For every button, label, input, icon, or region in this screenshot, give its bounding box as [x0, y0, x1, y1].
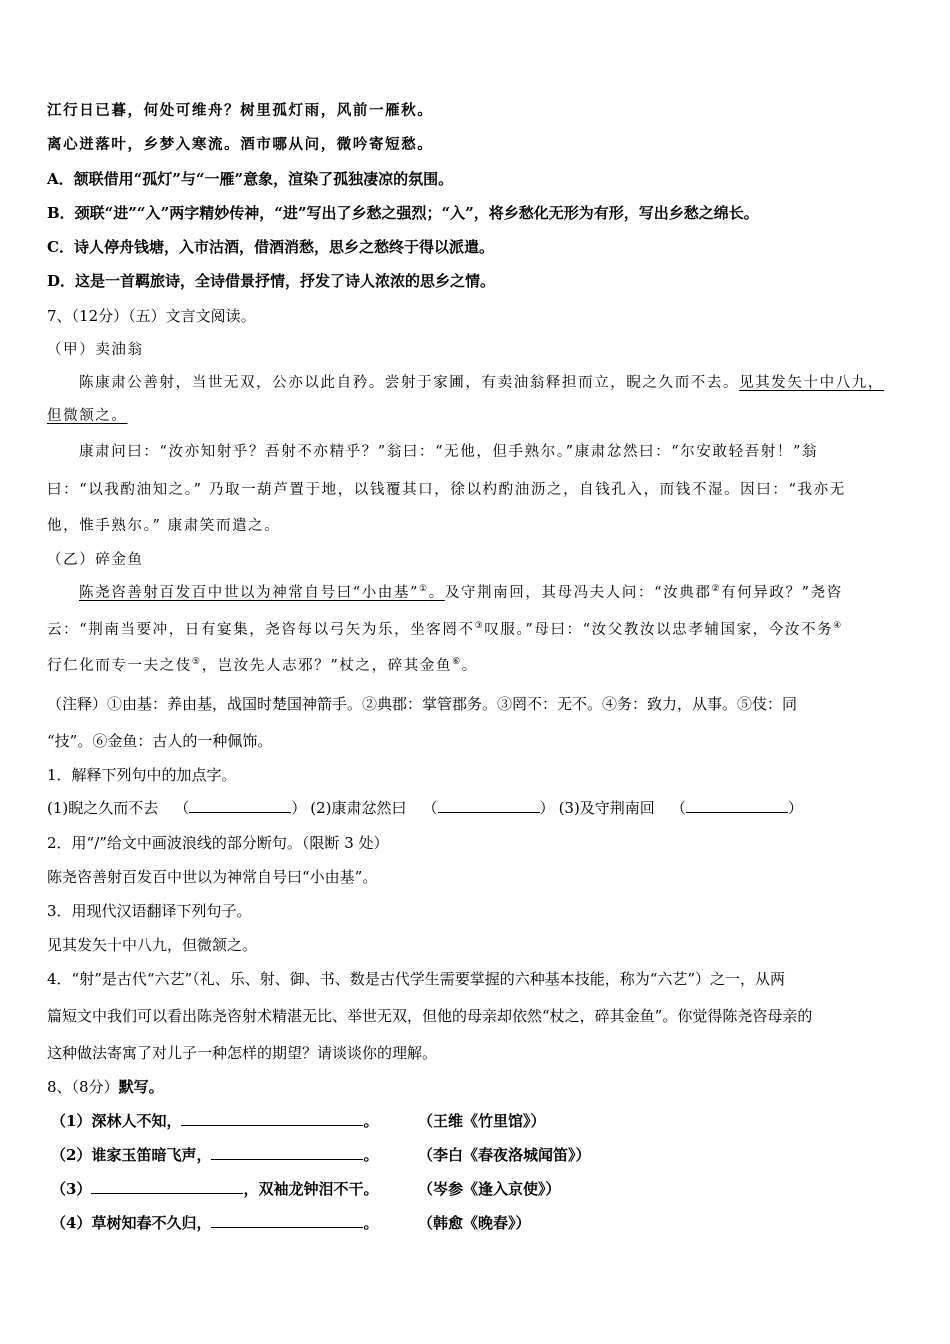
wavy-underlined-text: 陈尧咨善射百发百中世以为神常自号曰“小由基”①。: [79, 584, 445, 601]
sub-question-3-text: 见其发矢十中八九，但微颔之。: [47, 936, 258, 954]
answer-blank[interactable]: [189, 798, 291, 813]
dictation-item-3: （3） ，双袖龙钟泪不干。: [51, 1180, 379, 1198]
dictation-source-1: （王维《竹里馆》）: [418, 1112, 546, 1130]
passage-jia-title: （甲）卖油翁: [47, 342, 144, 358]
answer-blank[interactable]: [211, 1145, 363, 1160]
dictation-item-2: （2）谁家玉笛暗飞声， 。: [51, 1146, 379, 1164]
answer-blank[interactable]: [686, 798, 788, 813]
annotation-line-1: （注释）①由基：养由基，战国时楚国神箭手。②典郡：掌管郡务。③罔不：无不。④务：致力，从事。⑤伎：同: [47, 695, 798, 713]
answer-blank[interactable]: [438, 798, 540, 813]
passage-yi-line-2: 云：“荆南当要冲，日有宴集，尧咨每以弓矢为乐，坐客罔不③叹服。”母曰：“汝父教汝以忠孝辅国家，今汝不务④: [47, 621, 843, 638]
option-a: A．颔联借用“孤灯”与“一雁”意象，渲染了孤独凄凉的氛围。: [47, 170, 454, 188]
passage-jia-line-1: [79, 373, 884, 393]
dictation-source-4: （韩愈《晚春》）: [418, 1214, 531, 1232]
sub-question-2-text: 陈尧咨善射百发百中世以为神常自号曰“小由基”。: [47, 868, 378, 886]
passage-text: 陈康肃公善射，当世无双，公亦以此自矜。尝射于家圃，有卖油翁释担而立，睨之久而不去。: [79, 375, 740, 391]
passage-jia-line-5: 他，惟手熟尔。” 康肃笑而遣之。: [47, 518, 281, 534]
passage-yi-line-1: 陈尧咨善射百发百中世以为神常自号曰“小由基”①。及守荆南回，其母冯夫人问：“汝典郡②有何异政？”尧咨: [79, 584, 843, 601]
sub-question-4-line-3: 这种做法寄寓了对儿子一种怎样的期望？请谈谈你的理解。: [47, 1044, 438, 1062]
poem-line-2: 离心迸落叶，乡梦入寒流。酒市哪从问，微吟寄短愁。: [47, 136, 434, 153]
dictation-source-3: （岑参《逢入京使》）: [418, 1180, 561, 1198]
sub-question-3: 3．用现代汉语翻译下列句子。: [47, 902, 252, 920]
option-b: B．颈联“进”“入”两字精妙传神，“进”写出了乡愁之强烈；“入”，将乡愁化无形为有形，写出乡愁之绵长。: [47, 204, 759, 222]
question-7-header: 7、（12分）（五）文言文阅读。: [47, 307, 256, 325]
dictation-item-1: （1）深林人不知， 。: [51, 1112, 379, 1130]
dictation-source-2: （李白《春夜洛城闻笛》）: [418, 1146, 591, 1164]
sub-question-4-line-2: 篇短文中我们可以看出陈尧咨射术精湛无比、举世无双，但他的母亲却依然“杖之，碎其金鱼”。你觉得陈尧咨母亲的: [47, 1007, 813, 1025]
sub-question-1-blanks: (1)睨之久而不去 （ ） (2)康肃忿然曰 （ ） (3)及守荆南回 （ ）: [47, 799, 803, 817]
sub-question-2: 2．用“/”给文中画波浪线的部分断句。（限断 3 处）: [47, 834, 389, 852]
poem-line-1: 江行日已暮，何处可维舟？树里孤灯雨，风前一雁秋。: [47, 102, 434, 119]
question-8-header: 8、（8分）默写。: [47, 1078, 164, 1096]
answer-blank[interactable]: [211, 1213, 363, 1228]
passage-jia-line-2: [47, 406, 128, 426]
sub-question-4-line-1: 4．“射”是古代“六艺”（礼、乐、射、御、书、数是古代学生需要掌握的六种基本技能，称为“六艺”）之一，从两: [47, 970, 786, 988]
option-d: D．这是一首羁旅诗，全诗借景抒情，抒发了诗人浓浓的思乡之情。: [47, 272, 496, 290]
sub-question-1: 1．解释下列句中的加点字。: [47, 766, 237, 784]
answer-blank[interactable]: [91, 1179, 243, 1194]
passage-jia-line-4: 曰：“以我酌油知之。” 乃取一葫芦置于地，以钱覆其口，徐以杓酌油沥之，自钱孔入，而钱不湿。因曰：“我亦无: [47, 482, 846, 498]
underlined-sentence: 但微颔之。: [47, 408, 128, 424]
passage-yi-title: （乙）碎金鱼: [47, 552, 144, 568]
option-c: C．诗人停舟钱塘，入市沽酒，借酒消愁，思乡之愁终于得以派遣。: [47, 238, 494, 256]
underlined-sentence: 见其发矢十中八九，: [739, 375, 885, 391]
answer-blank[interactable]: [181, 1111, 363, 1126]
dictation-item-4: （4）草树知春不久归， 。: [51, 1214, 379, 1232]
annotation-line-2: “技”。⑥金鱼：古人的一种佩饰。: [47, 732, 273, 750]
passage-yi-line-3: 行仁化而专一夫之伎⑤，岂汝先人志邪？”杖之，碎其金鱼⑥。: [47, 657, 478, 674]
passage-jia-line-3: 康肃问曰：“汝亦知射乎？吾射不亦精乎？”翁曰：“无他，但手熟尔。”康肃忿然曰：“尔安敢轻吾射！”翁: [79, 444, 819, 460]
